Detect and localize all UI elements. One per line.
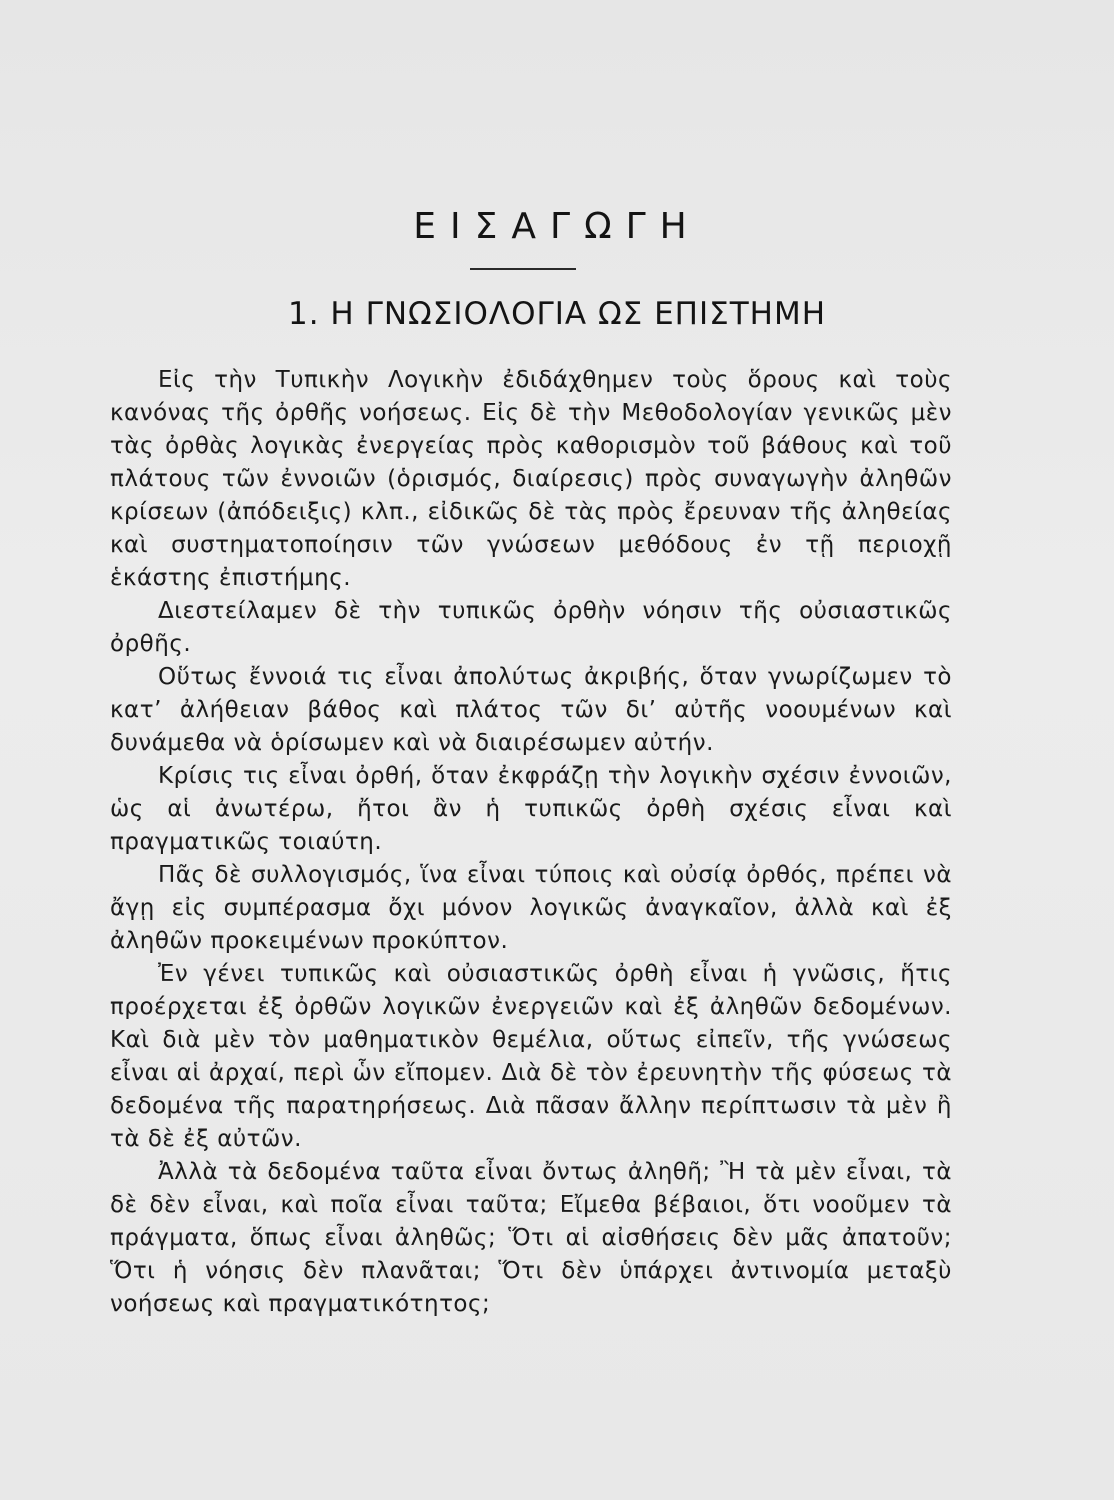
paragraph: Διεστείλαμεν δὲ τὴν τυπικῶς ὀρθὴν νόησιν τῆς οὐσιαστικῶς ὀρθῆς. xyxy=(110,598,952,657)
paragraph: Οὕτως ἔννοιά τις εἶναι ἀπολύτως ἀκριβής, ὅταν γνωρίζωμεν τὸ κατ’ ἀλήθειαν βάθος καὶ πλάτος τῶν δι’ αὐτῆς νοουμένων καὶ δυνάμεθα νὰ ὁρίσωμεν καὶ νὰ διαιρέσωμεν αὐτήν. xyxy=(110,664,952,756)
paragraph: Ἀλλὰ τὰ δεδομένα ταῦτα εἶναι ὄντως ἀληθῆ; Ἢ τὰ μὲν εἶναι, τὰ δὲ δὲν εἶναι, καὶ ποῖα εἶναι ταῦτα; Εἴμεθα βέβαιοι, ὅτι νοοῦμεν τὰ πράγματα, ὅπως εἶναι ἀληθῶς; Ὅτι αἱ αἰσθήσεις δὲν μᾶς ἀπατοῦν; Ὅτι ἡ νόησις δὲν πλανᾶται; Ὅτι δὲν ὑπάρχει ἀντινομία μεταξὺ νοήσεως καὶ πραγματικότητος; xyxy=(110,1159,952,1317)
paragraph: Ἐν γένει τυπικῶς καὶ οὐσιαστικῶς ὀρθὴ εἶναι ἡ γνῶσις, ἥτις προέρχεται ἐξ ὀρθῶν λογικῶν ἐνεργειῶν καὶ ἐξ ἀληθῶν δεδομένων. Καὶ διὰ μὲν τὸν μαθηματικὸν θεμέλια, οὕτως εἰπεῖν, τῆς γνώσεως εἶναι αἱ ἀρχαί, περὶ ὧν εἴπομεν. Διὰ δὲ τὸν ἐρευνητὴν τῆς φύσεως τὰ δεδομένα τῆς παρατηρήσεως. Διὰ πᾶσαν ἄλλην περίπτωσιν τὰ μὲν ἢ τὰ δὲ ἐξ αὐτῶν. xyxy=(110,961,952,1152)
section-title: 1. Η ΓΝΩΣΙΟΛΟΓΙΑ ΩΣ ΕΠΙΣΤΗΜΗ xyxy=(287,296,827,332)
heading-underline xyxy=(470,268,576,270)
paragraph: Εἰς τὴν Τυπικὴν Λογικὴν ἐδιδάχθημεν τοὺς ὅρους καὶ τοὺς κανόνας τῆς ὀρθῆς νοήσεως. Εἰς δὲ τὴν Μεθοδολογίαν γενικῶς μὲν τὰς ὀρθὰς λογικὰς ἐνεργείας πρὸς καθορισμὸν τοῦ βάθους καὶ τοῦ πλάτους τῶν ἐννοιῶν (ὁρισμός, διαίρεσις) πρὸς συναγωγὴν ἀληθῶν κρίσεων (ἀπόδειξις) κλπ., εἰδικῶς δὲ τὰς πρὸς ἔρευναν τῆς ἀληθείας καὶ συστηματοποίησιν τῶν γνώσεων μεθόδους ἐν τῇ περιοχῇ ἑκάστης ἐπιστήμης. xyxy=(110,367,952,591)
paragraph: Πᾶς δὲ συλλογισμός, ἵνα εἶναι τύποις καὶ οὐσίᾳ ὀρθός, πρέπει νὰ ἄγῃ εἰς συμπέρασμα ὄχι μόνον λογικῶς ἀναγκαῖον, ἀλλὰ καὶ ἐξ ἀληθῶν προκειμένων προκύπτον. xyxy=(110,862,952,954)
body-text xyxy=(110,364,952,1321)
paragraph: Κρίσις τις εἶναι ὀρθή, ὅταν ἐκφράζῃ τὴν λογικὴν σχέσιν ἐννοιῶν, ὡς αἱ ἀνωτέρω, ἤτοι ἂν ἡ τυπικῶς ὀρθὴ σχέσις εἶναι καὶ πραγματικῶς τοιαύτη. xyxy=(110,763,952,855)
page-heading: ΕΙΣΑΓΩΓΗ xyxy=(413,206,701,247)
